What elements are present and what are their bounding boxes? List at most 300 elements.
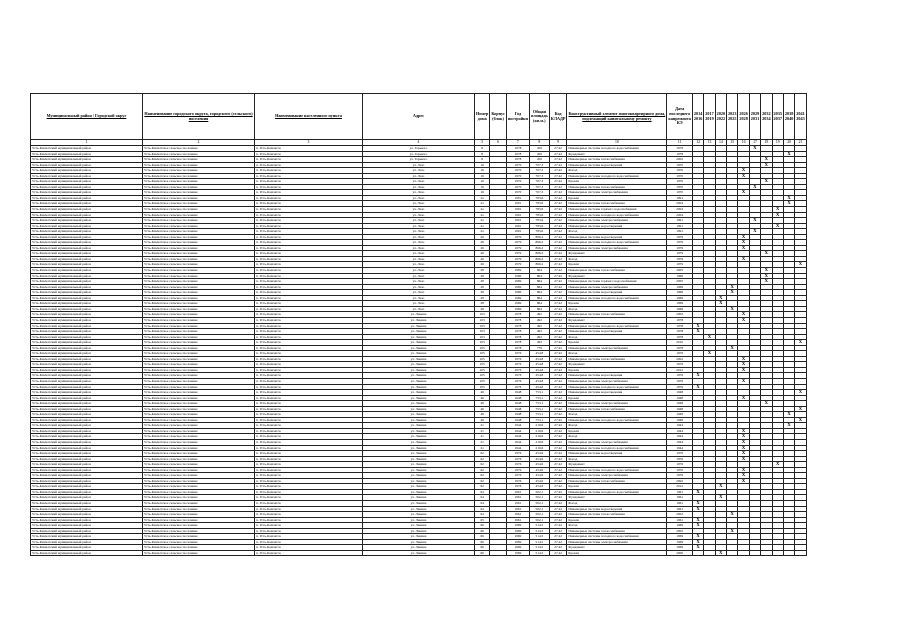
repair-period-mark: X (761, 279, 772, 285)
cell-code: 27.42 (549, 412, 567, 418)
cell-structural-element: Инженерные системы холодного водоснабжения (567, 173, 667, 179)
cell-municipal-district: Усть-Камчатский муниципальный район (31, 295, 143, 301)
cell-year-built: 1978 (506, 151, 529, 157)
repair-period-mark: X (692, 323, 703, 329)
cell-address: ул. Ленина (363, 545, 475, 551)
cell-code: 27.42 (549, 356, 567, 362)
cell-house-number: 26 (475, 240, 490, 246)
cell-settlement: Усть-Камчатское сельское поселение (143, 467, 255, 473)
cell-year-built: 1976 (506, 351, 529, 357)
cell-year-built: 1978 (506, 317, 529, 323)
cell-house-number: 66 (475, 550, 490, 556)
cell-locality: п. Усть-Камчатск (255, 168, 363, 174)
cell-structural-element: Кровля (567, 484, 667, 490)
repair-period-mark: X (738, 434, 749, 440)
cell-code: 27.42 (549, 445, 567, 451)
cell-municipal-district: Усть-Камчатский муниципальный район (31, 356, 143, 362)
cell-municipal-district: Усть-Камчатский муниципальный район (31, 478, 143, 484)
cell-municipal-district: Усть-Камчатский муниципальный район (31, 501, 143, 507)
cell-municipal-district: Усть-Камчатский муниципальный район (31, 157, 143, 163)
cell-locality: п. Усть-Камчатск (255, 229, 363, 235)
cell-locality: п. Усть-Камчатск (255, 179, 363, 185)
cell-year-built: 1961 (506, 512, 529, 518)
cell-house-number: 2а (475, 207, 490, 213)
cell-last-repair: 2012 (667, 367, 693, 373)
column-number: 11 (667, 140, 693, 146)
cell-last-repair: 1944 (667, 434, 693, 440)
cell-area: 753,1 (529, 390, 549, 396)
column-header-work: Конструктивный элемент многоквартирного дома, подлежащий капитальному ремонту (567, 94, 667, 140)
cell-year-built: 1961 (506, 501, 529, 507)
cell-code: 27.42 (549, 478, 567, 484)
cell-settlement: Усть-Камчатское сельское поселение (143, 173, 255, 179)
cell-house-number: 28 (475, 290, 490, 296)
cell-house-number: 16 (475, 162, 490, 168)
cell-municipal-district: Усть-Камчатский муниципальный район (31, 268, 143, 274)
cell-structural-element: Инженерные системы теплоснабжения (567, 268, 667, 274)
cell-address: ул. Ленина (363, 434, 475, 440)
cell-settlement: Усть-Камчатское сельское поселение (143, 417, 255, 423)
cell-municipal-district: Усть-Камчатский муниципальный район (31, 373, 143, 379)
cell-locality: п. Усть-Камчатск (255, 373, 363, 379)
cell-house-number: 64 (475, 506, 490, 512)
cell-structural-element: Инженерные системы электроснабжения (567, 245, 667, 251)
cell-house-number: 21 (475, 434, 490, 440)
cell-last-repair: 1978 (667, 146, 693, 152)
cell-last-repair: 2004 (667, 212, 693, 218)
cell-municipal-district: Усть-Камчатский муниципальный район (31, 406, 143, 412)
cell-last-repair: 1976 (667, 456, 693, 462)
cell-structural-element: Инженерные системы электроснабжения (567, 401, 667, 407)
cell-settlement: Усть-Камчатское сельское поселение (143, 273, 255, 279)
cell-municipal-district: Усть-Камчатский муниципальный район (31, 506, 143, 512)
period-cell (772, 550, 783, 556)
cell-address: ул. Ленина (363, 467, 475, 473)
cell-municipal-district: Усть-Камчатский муниципальный район (31, 362, 143, 368)
cell-code: 27.42 (549, 295, 567, 301)
cell-locality: п. Усть-Камчатск (255, 534, 363, 540)
cell-last-repair: 1970 (667, 173, 693, 179)
cell-code: 27.42 (549, 301, 567, 307)
cell-structural-element: Инженерные системы теплоснабжения (567, 512, 667, 518)
cell-municipal-district: Усть-Камчатский муниципальный район (31, 301, 143, 307)
cell-structural-element: Кровля (567, 395, 667, 401)
cell-last-repair: 1969 (667, 306, 693, 312)
cell-locality: п. Усть-Камчатск (255, 334, 363, 340)
cell-municipal-district: Усть-Камчатский муниципальный район (31, 151, 143, 157)
cell-last-repair: 1978 (667, 345, 693, 351)
cell-house-number: 62 (475, 484, 490, 490)
cell-last-repair: 1979 (667, 245, 693, 251)
cell-code: 27.42 (549, 378, 567, 384)
cell-house-number: 46 (475, 401, 490, 407)
column-header-np: Наименование населенного пункта (255, 94, 363, 140)
repair-period-mark: X (738, 395, 749, 401)
cell-address: ул. Лазо (363, 245, 475, 251)
cell-locality: п. Усть-Камчатск (255, 190, 363, 196)
cell-address: ул. Лазо (363, 256, 475, 262)
cell-area: 864 (529, 295, 549, 301)
cell-structural-element: Инженерные системы водоотведения (567, 451, 667, 457)
cell-structural-element: Инженерные системы теплоснабжения (567, 201, 667, 207)
cell-year-built: 1978 (506, 157, 529, 163)
period-cell (795, 550, 806, 556)
cell-locality: п. Усть-Камчатск (255, 445, 363, 451)
repair-period-mark: X (738, 234, 749, 240)
cell-locality: п. Усть-Камчатск (255, 195, 363, 201)
cell-structural-element: Инженерные системы теплоснабжения (567, 478, 667, 484)
cell-locality: п. Усть-Камчатск (255, 528, 363, 534)
cell-address: ул. Ленина (363, 439, 475, 445)
cell-settlement: Усть-Камчатское сельское поселение (143, 262, 255, 268)
cell-area: 514,5 (529, 545, 549, 551)
cell-structural-element: Кровля (567, 517, 667, 523)
cell-year-built: 1976 (506, 378, 529, 384)
cell-year-built: 1969 (506, 295, 529, 301)
cell-settlement: Усть-Камчатское сельское поселение (143, 528, 255, 534)
cell-last-repair: 1976 (667, 473, 693, 479)
cell-locality: п. Усть-Камчатск (255, 245, 363, 251)
repair-period-mark: X (761, 268, 772, 274)
cell-address: ул. Лазо (363, 234, 475, 240)
cell-locality: п. Усть-Камчатск (255, 501, 363, 507)
cell-municipal-district: Усть-Камчатский муниципальный район (31, 378, 143, 384)
cell-year-built: 1979 (506, 262, 529, 268)
cell-locality: п. Усть-Камчатск (255, 256, 363, 262)
cell-locality: п. Усть-Камчатск (255, 340, 363, 346)
cell-structural-element: Фасад (567, 351, 667, 357)
cell-year-built: 1969 (506, 268, 529, 274)
repair-period-mark: X (738, 451, 749, 457)
cell-last-repair: 1970 (667, 162, 693, 168)
cell-area: 707,3 (529, 173, 549, 179)
cell-address: ул. Ленина (363, 406, 475, 412)
cell-house-number: 103 (475, 329, 490, 335)
cell-area: 454,8 (529, 378, 549, 384)
cell-code: 27.42 (549, 423, 567, 429)
cell-address: ул. Ленина (363, 373, 475, 379)
cell-locality: п. Усть-Камчатск (255, 301, 363, 307)
cell-year-built: 1976 (506, 367, 529, 373)
cell-structural-element: Кровля (567, 367, 667, 373)
cell-address: ул. Ленина (363, 506, 475, 512)
repair-period-mark: X (749, 146, 760, 152)
cell-municipal-district: Усть-Камчатский муниципальный район (31, 212, 143, 218)
cell-code: 27.42 (549, 528, 567, 534)
cell-year-built: 1976 (506, 467, 529, 473)
cell-area: 454,6 (529, 467, 549, 473)
cell-last-repair: 1976 (667, 384, 693, 390)
cell-municipal-district: Усть-Камчатский муниципальный район (31, 467, 143, 473)
cell-address: ул. Ленина (363, 462, 475, 468)
cell-code: 27.42 (549, 207, 567, 213)
cell-house-number: 62 (475, 462, 490, 468)
repair-period-mark: X (692, 539, 703, 545)
cell-area: 456 (529, 157, 549, 163)
cell-locality: п. Усть-Камчатск (255, 367, 363, 373)
cell-year-built: 1970 (506, 179, 529, 185)
cell-last-repair: 2002 (667, 512, 693, 518)
cell-address: ул. Ленина (363, 428, 475, 434)
repair-period-mark: X (715, 495, 726, 501)
cell-structural-element: Инженерные системы теплоснабжения (567, 312, 667, 318)
cell-area: 864 (529, 279, 549, 285)
cell-address: ул. Лазо (363, 218, 475, 224)
column-number: 17 (749, 140, 760, 146)
cell-house-number: 62 (475, 456, 490, 462)
cell-address: ул. Лазо (363, 229, 475, 235)
cell-settlement: Усть-Камчатское сельское поселение (143, 439, 255, 445)
cell-house-number: 105 (475, 356, 490, 362)
cell-area: 502,1 (529, 495, 549, 501)
repair-period-mark: X (727, 528, 738, 534)
cell-structural-element: Кровля (567, 262, 667, 268)
cell-code: 27.42 (549, 340, 567, 346)
cell-address: ул. Ленина (363, 534, 475, 540)
cell-code: 27.42 (549, 179, 567, 185)
cell-area: 707,3 (529, 190, 549, 196)
cell-house-number: 103 (475, 334, 490, 340)
cell-house-number: 103 (475, 317, 490, 323)
cell-structural-element: Инженерные системы холодного водоснабжения (567, 212, 667, 218)
cell-area: 492 (529, 317, 549, 323)
cell-municipal-district: Усть-Камчатский муниципальный район (31, 367, 143, 373)
cell-address: ул. Лазо (363, 301, 475, 307)
cell-municipal-district: Усть-Камчатский муниципальный район (31, 312, 143, 318)
cell-area: 454,8 (529, 367, 549, 373)
cell-last-repair: 1961 (667, 489, 693, 495)
cell-year-built: 1991 (506, 207, 529, 213)
cell-address: ул. Лазо (363, 201, 475, 207)
cell-code: 27.42 (549, 201, 567, 207)
cell-year-built: 1976 (506, 362, 529, 368)
cell-area: 454,6 (529, 473, 549, 479)
cell-settlement: Усть-Камчатское сельское поселение (143, 401, 255, 407)
cell-area: 502,1 (529, 489, 549, 495)
cell-area: 864 (529, 284, 549, 290)
cell-area: 456 (529, 151, 549, 157)
cell-structural-element: Фундамент (567, 251, 667, 257)
cell-last-repair: 2004 (667, 207, 693, 213)
cell-house-number: 103 (475, 340, 490, 346)
cell-last-repair: 2002 (667, 356, 693, 362)
cell-house-number: 46 (475, 412, 490, 418)
cell-code: 27.42 (549, 362, 567, 368)
repair-period-mark: X (795, 406, 806, 412)
period-cell (749, 550, 760, 556)
cell-year-built: 1969 (506, 290, 529, 296)
repair-period-mark: X (783, 201, 794, 207)
cell-address: ул. Лазо (363, 268, 475, 274)
cell-area: 219,6 (529, 428, 549, 434)
cell-address: ул. Ленина (363, 495, 475, 501)
cell-year-built: 1976 (506, 373, 529, 379)
cell-locality: п. Усть-Камчатск (255, 506, 363, 512)
cell-settlement: Усть-Камчатское сельское поселение (143, 256, 255, 262)
cell-house-number: 66 (475, 539, 490, 545)
cell-area: 454,8 (529, 351, 549, 357)
cell-address: ул. Лазо (363, 168, 475, 174)
cell-municipal-district: Усть-Камчатский муниципальный район (31, 234, 143, 240)
repair-period-mark: X (738, 240, 749, 246)
cell-last-repair: 1948 (667, 406, 693, 412)
cell-house-number: 8 (475, 146, 490, 152)
cell-settlement: Усть-Камчатское сельское поселение (143, 395, 255, 401)
column-header-mun: Муниципальный район / Городской округ (31, 94, 143, 140)
cell-house-number: 16 (475, 190, 490, 196)
cell-settlement: Усть-Камчатское сельское поселение (143, 512, 255, 518)
cell-settlement: Усть-Камчатское сельское поселение (143, 195, 255, 201)
cell-code: 27.42 (549, 501, 567, 507)
cell-house-number: 16 (475, 179, 490, 185)
cell-code: 27.42 (549, 517, 567, 523)
cell-structural-element: Инженерные системы электроснабжения (567, 473, 667, 479)
cell-year-built: 1969 (506, 279, 529, 285)
cell-municipal-district: Усть-Камчатский муниципальный район (31, 439, 143, 445)
cell-municipal-district: Усть-Камчатский муниципальный район (31, 251, 143, 257)
cell-settlement: Усть-Камчатское сельское поселение (143, 284, 255, 290)
cell-code: 27.42 (549, 451, 567, 457)
cell-settlement: Усть-Камчатское сельское поселение (143, 168, 255, 174)
cell-structural-element: Фасад (567, 306, 667, 312)
repair-period-mark: X (715, 484, 726, 490)
cell-municipal-district: Усть-Камчатский муниципальный район (31, 317, 143, 323)
cell-municipal-district: Усть-Камчатский муниципальный район (31, 162, 143, 168)
cell-settlement: Усть-Камчатское сельское поселение (143, 207, 255, 213)
cell-settlement: Усть-Камчатское сельское поселение (143, 373, 255, 379)
cell-house-number: 105 (475, 378, 490, 384)
cell-locality: п. Усть-Камчатск (255, 273, 363, 279)
cell-area: 454,6 (529, 478, 549, 484)
cell-settlement: Усть-Камчатское сельское поселение (143, 234, 255, 240)
cell-year-built: 1944 (506, 428, 529, 434)
cell-code: 27.42 (549, 251, 567, 257)
cell-address: ул. Лазо (363, 184, 475, 190)
cell-last-repair: 2002 (667, 312, 693, 318)
cell-area: 707,3 (529, 184, 549, 190)
cell-structural-element: Кровля (567, 301, 667, 307)
cell-code: 27.42 (549, 534, 567, 540)
cell-code: 27.42 (549, 550, 567, 556)
cell-municipal-district: Усть-Камчатский муниципальный район (31, 340, 143, 346)
cell-municipal-district: Усть-Камчатский муниципальный район (31, 512, 143, 518)
cell-last-repair: 1961 (667, 501, 693, 507)
repair-period-mark: X (738, 473, 749, 479)
cell-settlement: Усть-Камчатское сельское поселение (143, 295, 255, 301)
cell-address: ул. Ленина (363, 451, 475, 457)
cell-municipal-district: Усть-Камчатский муниципальный район (31, 539, 143, 545)
cell-locality: п. Усть-Камчатск (255, 406, 363, 412)
cell-area: 866,2 (529, 251, 549, 257)
cell-settlement: Усть-Камчатское сельское поселение (143, 384, 255, 390)
cell-year-built: 1970 (506, 168, 529, 174)
cell-area: 707,3 (529, 162, 549, 168)
cell-settlement: Усть-Камчатское сельское поселение (143, 306, 255, 312)
cell-house-number: 105 (475, 384, 490, 390)
cell-last-repair: 1948 (667, 417, 693, 423)
column-number: 10 (567, 140, 667, 146)
cell-address: ул. Лазо (363, 306, 475, 312)
cell-year-built: 1976 (506, 384, 529, 390)
cell-municipal-district: Усть-Камчатский муниципальный район (31, 412, 143, 418)
cell-last-repair: 1976 (667, 362, 693, 368)
cell-last-repair: 1979 (667, 234, 693, 240)
column-header-y8: 2035 2037 (772, 94, 783, 140)
cell-code: 27.42 (549, 195, 567, 201)
cell-address: ул. Лазо (363, 262, 475, 268)
cell-house-number: 8 (475, 151, 490, 157)
cell-address: ул. Лазо (363, 195, 475, 201)
cell-settlement: Усть-Камчатское сельское поселение (143, 345, 255, 351)
cell-municipal-district: Усть-Камчатский муниципальный район (31, 401, 143, 407)
cell-locality: п. Усть-Камчатск (255, 484, 363, 490)
repair-period-mark: X (738, 312, 749, 318)
cell-structural-element: Кровля (567, 340, 667, 346)
cell-last-repair: 1976 (667, 467, 693, 473)
cell-structural-element: Инженерные системы холодного водоснабжения (567, 146, 667, 152)
repair-period-mark: X (727, 512, 738, 518)
cell-area: 454,8 (529, 362, 549, 368)
cell-code: 27.42 (549, 484, 567, 490)
repair-period-mark: X (749, 218, 760, 224)
cell-structural-element: Инженерные системы холодного водоснабжения (567, 295, 667, 301)
repair-period-mark: X (692, 489, 703, 495)
cell-last-repair: 1944 (667, 445, 693, 451)
cell-last-repair: 1978 (667, 151, 693, 157)
cell-year-built: 1969 (506, 273, 529, 279)
cell-municipal-district: Усть-Камчатский муниципальный район (31, 179, 143, 185)
cell-area: 753,1 (529, 412, 549, 418)
cell-last-repair: 1976 (667, 462, 693, 468)
cell-last-repair: 1970 (667, 179, 693, 185)
cell-code: 27.42 (549, 345, 567, 351)
cell-year-built: 1979 (506, 251, 529, 257)
cell-locality: п. Усть-Камчатск (255, 489, 363, 495)
cell-municipal-district: Усть-Камчатский муниципальный район (31, 290, 143, 296)
cell-address: ул. Ленина (363, 390, 475, 396)
cell-municipal-district: Усть-Камчатский муниципальный район (31, 384, 143, 390)
repair-period-mark: X (738, 445, 749, 451)
column-header-kp: Дата последнего капремонта КЭ (667, 94, 693, 140)
cell-house-number: 105 (475, 345, 490, 351)
cell-municipal-district: Усть-Камчатский муниципальный район (31, 351, 143, 357)
cell-settlement: Усть-Камчатское сельское поселение (143, 506, 255, 512)
column-number: 13 (704, 140, 715, 146)
cell-last-repair: 1976 (667, 351, 693, 357)
cell-structural-element: Инженерные системы холодного водоснабжения (567, 323, 667, 329)
cell-structural-element: Инженерные системы электроснабжения (567, 218, 667, 224)
cell-code: 27.42 (549, 284, 567, 290)
cell-last-repair: 1991 (667, 218, 693, 224)
cell-address: ул. Ленина (363, 523, 475, 529)
cell-last-repair: 1978 (667, 323, 693, 329)
cell-last-repair: 1961 (667, 517, 693, 523)
cell-locality: п. Усть-Камчатск (255, 434, 363, 440)
repair-period-mark: X (692, 329, 703, 335)
cell-area: 492 (529, 340, 549, 346)
repair-period-mark: X (772, 212, 783, 218)
cell-house-number: 26 (475, 234, 490, 240)
cell-settlement: Усть-Камчатское сельское поселение (143, 184, 255, 190)
cell-locality: п. Усть-Камчатск (255, 207, 363, 213)
cell-locality: п. Усть-Камчатск (255, 173, 363, 179)
cell-address: ул. Лазо (363, 190, 475, 196)
cell-structural-element: Инженерные системы теплоснабжения (567, 184, 667, 190)
cell-structural-element: Фундамент (567, 273, 667, 279)
cell-year-built: 1978 (506, 334, 529, 340)
cell-house-number: 2а (475, 195, 490, 201)
cell-house-number: 28 (475, 279, 490, 285)
